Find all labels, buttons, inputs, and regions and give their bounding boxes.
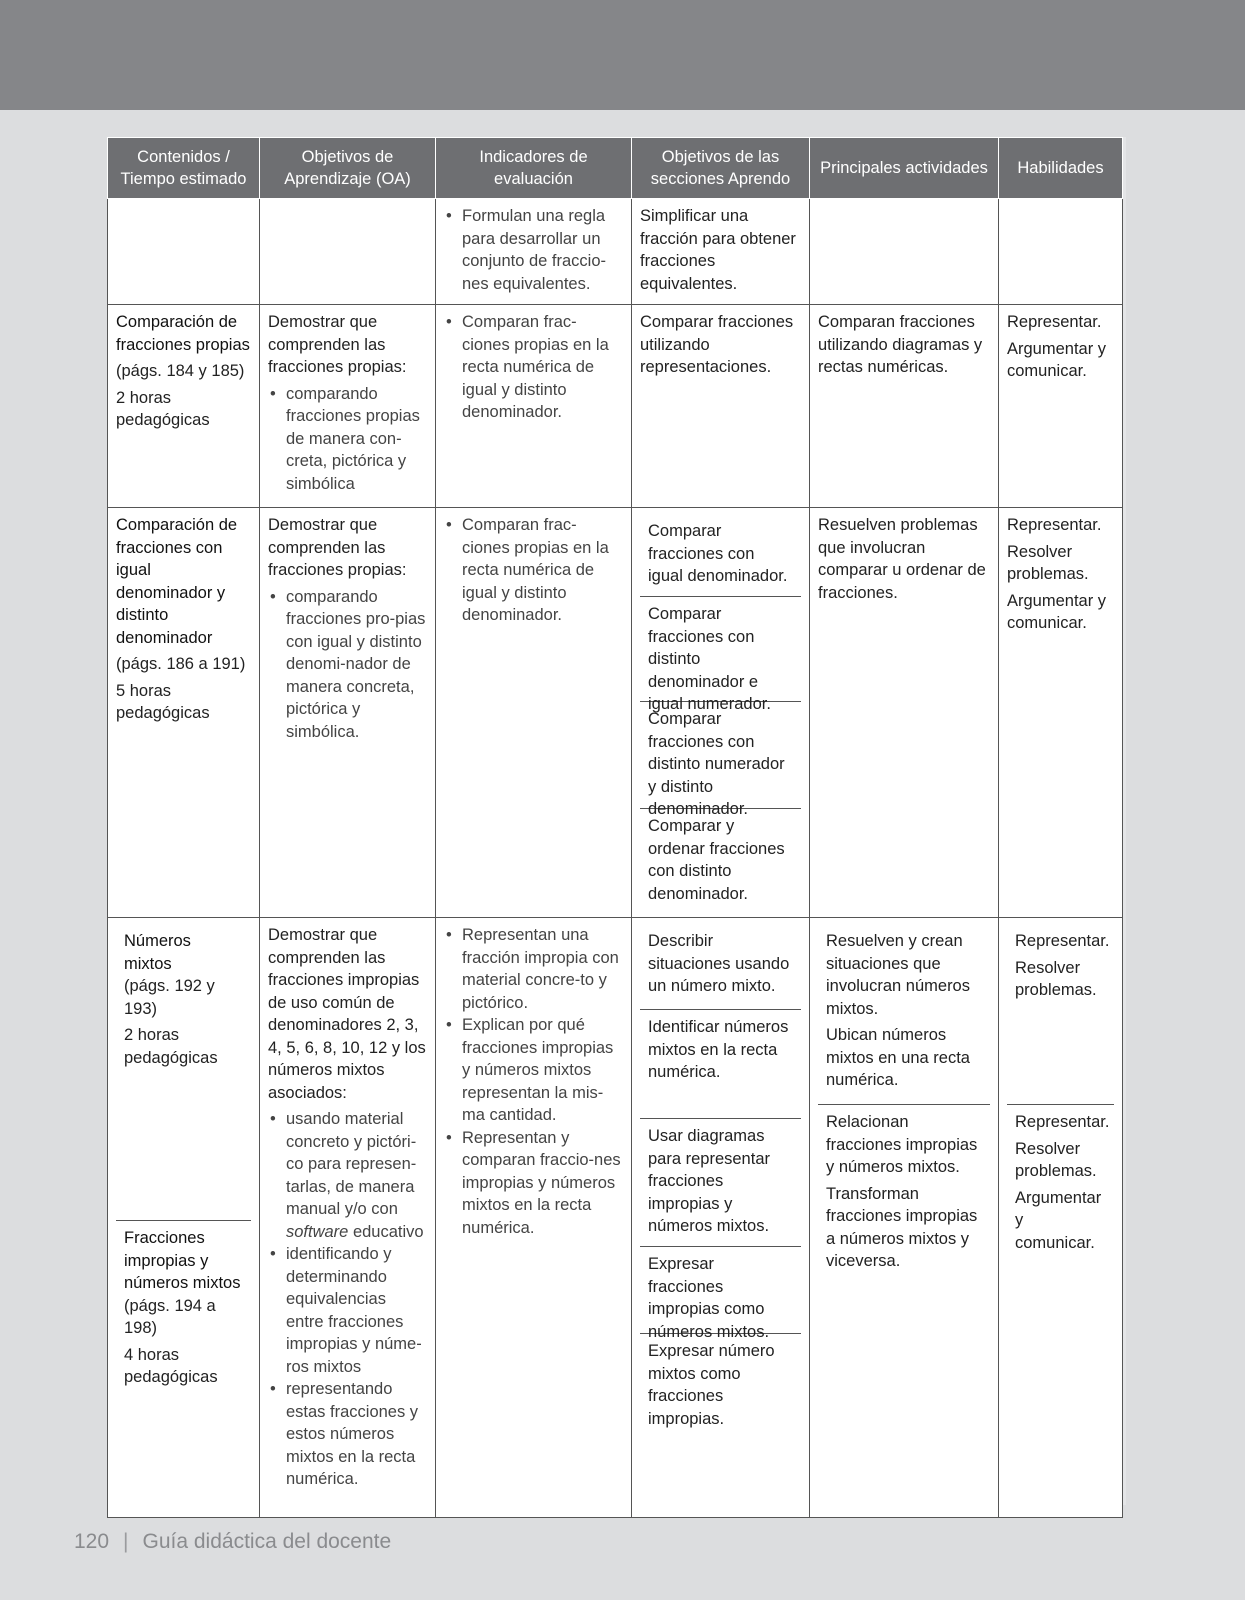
actividad: Relacionan fracciones impropias y números mixtos.: [826, 1113, 978, 1176]
cell-objetivo: Comparar fracciones utilizando representaciones.: [632, 305, 810, 508]
cell-oa: [260, 305, 436, 508]
habilidades-box: [1007, 924, 1114, 1104]
contenido-paginas: (págs. 194 a 198): [124, 1296, 216, 1337]
habilidad: Resolver problemas.: [1007, 542, 1089, 583]
list-item: • Explican por qué fracciones impropias y números mixtos representan la mis-ma cantidad.: [444, 1014, 623, 1127]
contenido-tiempo: 2 horas pedagógicas: [124, 1026, 218, 1067]
cell-objetivo: Simplificar una fracción para obtener fracciones equivalentes.: [632, 199, 810, 305]
cell-actividades-split: [810, 918, 999, 1518]
objetivo-box: Identificar números mixtos en la recta numérica.: [640, 1009, 801, 1118]
objetivo-box: Comparar fracciones con distinto denominador e igual numerador.: [640, 596, 801, 701]
contenido-box: [116, 924, 251, 1220]
contenido-tiempo: 4 horas pedagógicas: [124, 1345, 218, 1386]
list-item: • Formulan una regla para desarrollar un conjunto de fraccio-nes equivalentes.: [444, 205, 623, 295]
list-item: [268, 1108, 427, 1243]
objetivo-box: Comparar fracciones con distinto numerador y distinto denominador.: [640, 701, 801, 808]
cell-objetivos-split: [632, 918, 810, 1518]
table-row: [108, 199, 1123, 305]
habilidades-box: [1007, 1104, 1114, 1499]
cell-empty: [108, 199, 260, 305]
table-row: [108, 305, 1123, 508]
cell-actividad: Comparan fracciones utilizando diagramas y rectas numéricas.: [810, 305, 999, 508]
oa-bullet-text: educativo: [348, 1222, 424, 1241]
objetivo-box: Comparar fracciones con igual denominador.: [648, 522, 788, 585]
oa-intro: Demostrar que comprenden las fracciones impropias de uso común de denominadores 2, 3, 4, 5, 6, 8, 10, 12 y los números mixtos asociados:: [268, 926, 426, 1102]
header-objetivos-aprendizaje: Objetivos de Aprendizaje (OA): [260, 138, 436, 199]
list-item: • Representan una fracción impropia con material concre-to y pictórico.: [444, 924, 623, 1014]
oa-bullet-emphasis: software: [286, 1222, 349, 1241]
cell-indicadores: [436, 508, 632, 918]
contenido-paginas: (págs. 184 y 185): [116, 362, 245, 380]
cell-oa: [260, 918, 436, 1518]
list-item: • representando estas fracciones y estos números mixtos en la recta numérica.: [268, 1378, 427, 1491]
cell-actividad: Resuelven problemas que involucran comparar u ordenar de fracciones.: [810, 508, 999, 918]
habilidad: Argumentar y comunicar.: [1007, 591, 1107, 632]
oa-intro: Demostrar que comprenden las fracciones propias:: [268, 313, 407, 376]
header-indicadores: Indicadores de evaluación: [436, 138, 632, 199]
oa-bullet-text: usando material concreto y pictóri-co para represen-tarlas, de manera manual y/o con: [286, 1110, 417, 1218]
footer-title: Guía didáctica del docente: [142, 1530, 392, 1553]
habilidad: Argumentar y comunicar.: [1015, 1188, 1102, 1252]
list-item: • identificando y determinando equivalencias entre fracciones impropias y núme-ros mixtos: [268, 1243, 427, 1378]
cell-empty: [260, 199, 436, 305]
cell-indicadores: [436, 305, 632, 508]
contenido-tiempo: 2 horas pedagógicas: [116, 388, 210, 429]
habilidad: Resolver problemas.: [1015, 958, 1097, 999]
habilidad: Representar.: [1015, 1113, 1110, 1131]
cell-contenido-split: [108, 918, 260, 1518]
list-item: • Comparan frac-ciones propias en la recta numérica de igual y distinto denominador.: [444, 311, 623, 424]
actividad: Ubican números mixtos en una recta numérica.: [826, 1026, 970, 1089]
objetivo-box: Usar diagramas para representar fracciones impropias y números mixtos.: [640, 1118, 801, 1246]
cell-empty: [810, 199, 999, 305]
footer-separator: |: [123, 1530, 129, 1553]
header-actividades: Principales actividades: [810, 138, 999, 199]
list-item: • Representan y comparan fraccio-nes impropias y números mixtos en la recta numérica.: [444, 1127, 623, 1240]
table-header-row: [108, 138, 1123, 199]
habilidad: Resolver problemas.: [1015, 1139, 1097, 1180]
objetivo-box: Expresar fracciones impropias como números mixtos.: [640, 1246, 801, 1333]
cell-contenido: [108, 305, 260, 508]
table-row: [108, 918, 1123, 1518]
contenido-title: Fracciones impropias y números mixtos: [124, 1229, 241, 1292]
objetivo-box: Describir situaciones usando un número mixto.: [648, 932, 790, 995]
actividad: Transforman fracciones impropias a números mixtos y viceversa.: [826, 1184, 978, 1270]
list-item: • Comparan frac-ciones propias en la recta numérica de igual y distinto denominador.: [444, 514, 623, 627]
planning-table: [107, 137, 1123, 1518]
actividad-box: [818, 924, 990, 1104]
habilidad: Representar.: [1007, 313, 1102, 331]
cell-oa: [260, 508, 436, 918]
table-row: [108, 508, 1123, 918]
cell-habilidades: [999, 508, 1123, 918]
cell-empty: [999, 199, 1123, 305]
cell-habilidades-split: [999, 918, 1123, 1518]
header-objetivos-secciones: Objetivos de las secciones Aprendo: [632, 138, 810, 199]
cell-habilidades: [999, 305, 1123, 508]
habilidad: Representar.: [1015, 932, 1110, 950]
header-contenidos: Contenidos / Tiempo estimado: [108, 138, 260, 199]
habilidad: Argumentar y comunicar.: [1007, 339, 1107, 380]
habilidad: Representar.: [1007, 516, 1102, 534]
contenido-title: Comparación de fracciones propias: [116, 313, 250, 354]
actividad-box: [818, 1104, 990, 1499]
contenido-paginas: (págs. 192 y 193): [124, 977, 215, 1018]
contenido-title: Comparación de fracciones con igual denominador y distinto denominador: [116, 516, 238, 647]
cell-contenido: [108, 508, 260, 918]
cell-objetivos-split: [632, 508, 810, 918]
actividad: Resuelven y crean situaciones que involucran números mixtos.: [826, 932, 970, 1018]
contenido-title: Números mixtos: [124, 932, 191, 973]
page-footer: [74, 1530, 391, 1554]
contenido-tiempo: 5 horas pedagógicas: [116, 681, 210, 722]
objetivo-box: Comparar y ordenar fracciones con distinto denominador.: [640, 808, 801, 913]
contenido-paginas: (págs. 186 a 191): [116, 655, 246, 673]
contenido-box: [116, 1220, 251, 1513]
cell-indicadores: [436, 918, 632, 1518]
cell-indicadores: [436, 199, 632, 305]
header-habilidades: Habilidades: [999, 138, 1123, 199]
oa-intro: Demostrar que comprenden las fracciones propias:: [268, 516, 407, 579]
page-number: 120: [74, 1530, 110, 1553]
list-item: • comparando fracciones propias de manera con-creta, pictórica y simbólica: [268, 383, 427, 496]
list-item: • comparando fracciones pro-pias con igual y distinto denomi-nador de manera concreta, pictórica y simbólica.: [268, 586, 427, 744]
objetivo-box: Expresar número mixtos como fracciones impropias.: [640, 1333, 801, 1494]
top-band: [0, 0, 1245, 110]
